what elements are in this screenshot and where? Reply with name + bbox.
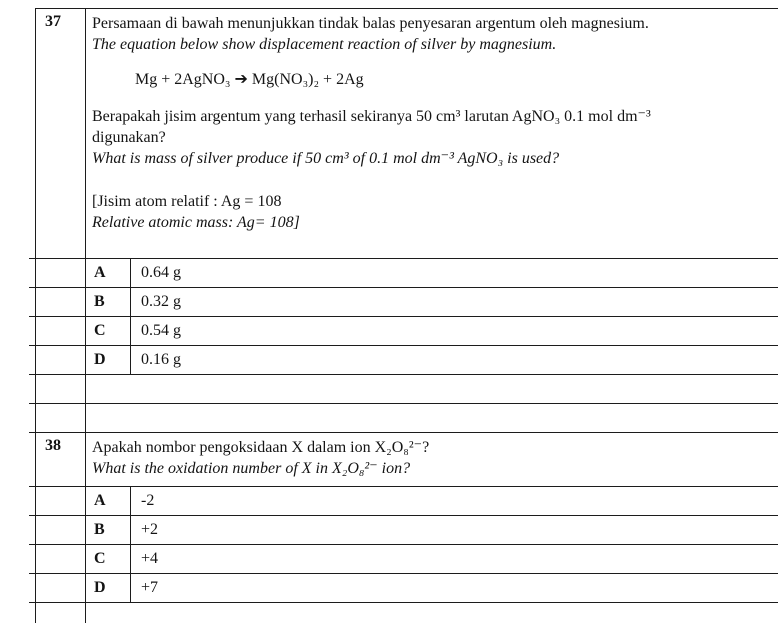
option-value-37-b: 0.32 g bbox=[141, 293, 181, 310]
option-row-38-b bbox=[36, 516, 778, 545]
option-letter-37-b: B bbox=[86, 288, 131, 316]
question-37-body-cell bbox=[86, 9, 778, 258]
option-row-37-d bbox=[36, 346, 778, 375]
q37-statement-english: The equation below show displacement reaction of silver by magnesium. bbox=[92, 36, 557, 53]
option-value-37-d: 0.16 g bbox=[141, 351, 181, 368]
empty-row bbox=[36, 375, 778, 404]
option-letter-38-b: B bbox=[86, 516, 131, 544]
option-letter-38-a: A bbox=[86, 487, 131, 515]
question-37-row bbox=[36, 9, 778, 259]
empty-cell bbox=[86, 375, 778, 403]
question-38-number-cell bbox=[36, 433, 86, 486]
q38-question-malay: Apakah nombor pengoksidaan X dalam ion X₂O₈²⁻? bbox=[92, 439, 430, 456]
empty-cell bbox=[86, 603, 778, 623]
q37-chemical-equation: Mg + 2AgNO₃ ➔ Mg(NO₃)₂ + 2Ag bbox=[135, 71, 364, 88]
question-38-number: 38 bbox=[45, 437, 61, 454]
q37-question-english: What is mass of silver produce if 50 cm³ of 0.1 mol dm⁻³ AgNO₃ is used? bbox=[92, 150, 560, 167]
empty-number-cell bbox=[36, 259, 86, 287]
empty-number-cell bbox=[36, 574, 86, 602]
option-letter-38-d: D bbox=[86, 574, 131, 602]
q37-note-malay: [Jisim atom relatif : Ag = 108 bbox=[92, 193, 282, 210]
q37-statement-malay: Persamaan di bawah menunjukkan tindak balas penyesaran argentum oleh magnesium. bbox=[92, 15, 649, 32]
question-table bbox=[35, 8, 778, 623]
option-value-38-d: +7 bbox=[141, 579, 159, 596]
option-value-38-c: +4 bbox=[141, 550, 159, 567]
question-38-row bbox=[36, 433, 778, 487]
option-row-37-a bbox=[36, 259, 778, 288]
empty-number-cell bbox=[36, 516, 86, 544]
option-letter-37-a: A bbox=[86, 259, 131, 287]
empty-number-cell bbox=[36, 346, 86, 374]
empty-number-cell bbox=[36, 545, 86, 573]
option-letter-38-c: C bbox=[86, 545, 131, 573]
q38-question-english: What is the oxidation number of X in X₂O₈²⁻ ion? bbox=[92, 460, 411, 477]
question-37-number: 37 bbox=[45, 13, 61, 30]
empty-number-cell bbox=[36, 375, 86, 403]
q37-question-malay-line1: Berapakah jisim argentum yang terhasil sekiranya 50 cm³ larutan AgNO₃ 0.1 mol dm⁻³ bbox=[92, 108, 651, 125]
option-row-38-c bbox=[36, 545, 778, 574]
option-row-37-b bbox=[36, 288, 778, 317]
option-row-38-d bbox=[36, 574, 778, 603]
question-37-number-cell bbox=[36, 9, 86, 258]
option-row-37-c bbox=[36, 317, 778, 346]
option-value-37-c: 0.54 g bbox=[141, 322, 181, 339]
empty-cell bbox=[86, 404, 778, 432]
q37-question-malay-line2: digunakan? bbox=[92, 129, 166, 146]
empty-row bbox=[36, 404, 778, 433]
option-value-38-a: -2 bbox=[141, 492, 155, 509]
empty-number-cell bbox=[36, 317, 86, 345]
q37-note-english: Relative atomic mass: Ag= 108] bbox=[92, 214, 300, 231]
option-row-38-a bbox=[36, 487, 778, 516]
empty-number-cell bbox=[36, 404, 86, 432]
option-value-38-b: +2 bbox=[141, 521, 159, 538]
question-38-body-cell bbox=[86, 433, 778, 486]
option-value-37-a: 0.64 g bbox=[141, 264, 181, 281]
empty-number-cell bbox=[36, 288, 86, 316]
empty-number-cell bbox=[36, 603, 86, 623]
empty-number-cell bbox=[36, 487, 86, 515]
option-letter-37-c: C bbox=[86, 317, 131, 345]
option-letter-37-d: D bbox=[86, 346, 131, 374]
partial-bottom-row bbox=[36, 603, 778, 623]
